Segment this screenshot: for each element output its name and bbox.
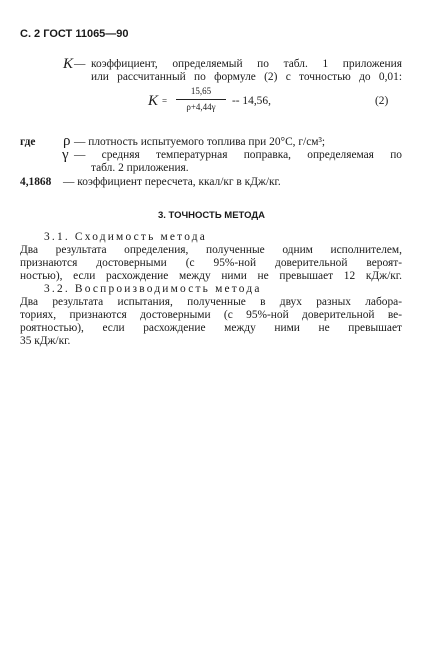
section-3-2-line4: 35 кДж/кг.: [20, 335, 71, 347]
gamma-symbol: γ: [62, 147, 69, 163]
k-symbol: K: [63, 56, 74, 72]
section-3-title: 3. ТОЧНОСТЬ МЕТОДА: [157, 210, 266, 221]
rho-symbol: ρ: [63, 133, 71, 149]
section-3-2-line1: Два результата испытания, полученные в двух разных лабора-: [20, 296, 402, 308]
fraction-bar: [176, 99, 226, 100]
section-3-2-line3: роятностью), если расхождение между ними не превышает: [20, 322, 402, 334]
where-label: где: [20, 136, 36, 148]
formula-denominator: ρ+4,44γ: [186, 102, 216, 112]
formula-numerator: 15,65: [190, 86, 212, 96]
section-3-2-line2: ториях, признаются достоверными (с 95%-ной доверительной ве-: [20, 309, 402, 321]
section-3-1-line1: Два результата определения, полученные одним исполнителем,: [20, 244, 402, 256]
formula-tail: -- 14,56,: [232, 95, 271, 107]
gamma-definition-line2: табл. 2 приложения.: [91, 162, 189, 174]
k-definition-line1: коэффициент, определяемый по табл. 1 приложения: [91, 58, 402, 70]
section-3-1-line3: ностью), если расхождение между ними не превышает 12 кДж/кг.: [20, 270, 402, 282]
formula-equals: =: [162, 96, 168, 106]
k-dash: —: [74, 58, 86, 70]
section-3-1-line2: признаются достоверными (с 95%-ной доверительной вероят-: [20, 257, 402, 269]
k-definition-line2: или рассчитанный по формуле (2) с точностью до 0,01:: [91, 71, 402, 83]
section-3-1-heading: 3.1. Сходимость метода: [44, 231, 208, 243]
rho-definition: — плотность испытуемого топлива при 20°С, г/см³;: [74, 136, 326, 148]
gamma-definition-line1: — средняя температурная поправка, определяемая по: [74, 149, 402, 161]
coef-definition: — коэффициент пересчета, ккал/кг в кДж/кг.: [63, 176, 281, 188]
formula-2: [0, 86, 423, 126]
coef-symbol: 4,1868: [20, 176, 52, 188]
page-header: С. 2 ГОСТ 11065—90: [20, 28, 129, 40]
section-3-2-heading: 3.2. Воспроизводимость метода: [44, 283, 262, 295]
formula-lhs: K: [148, 93, 159, 109]
formula-number: (2): [375, 95, 389, 107]
